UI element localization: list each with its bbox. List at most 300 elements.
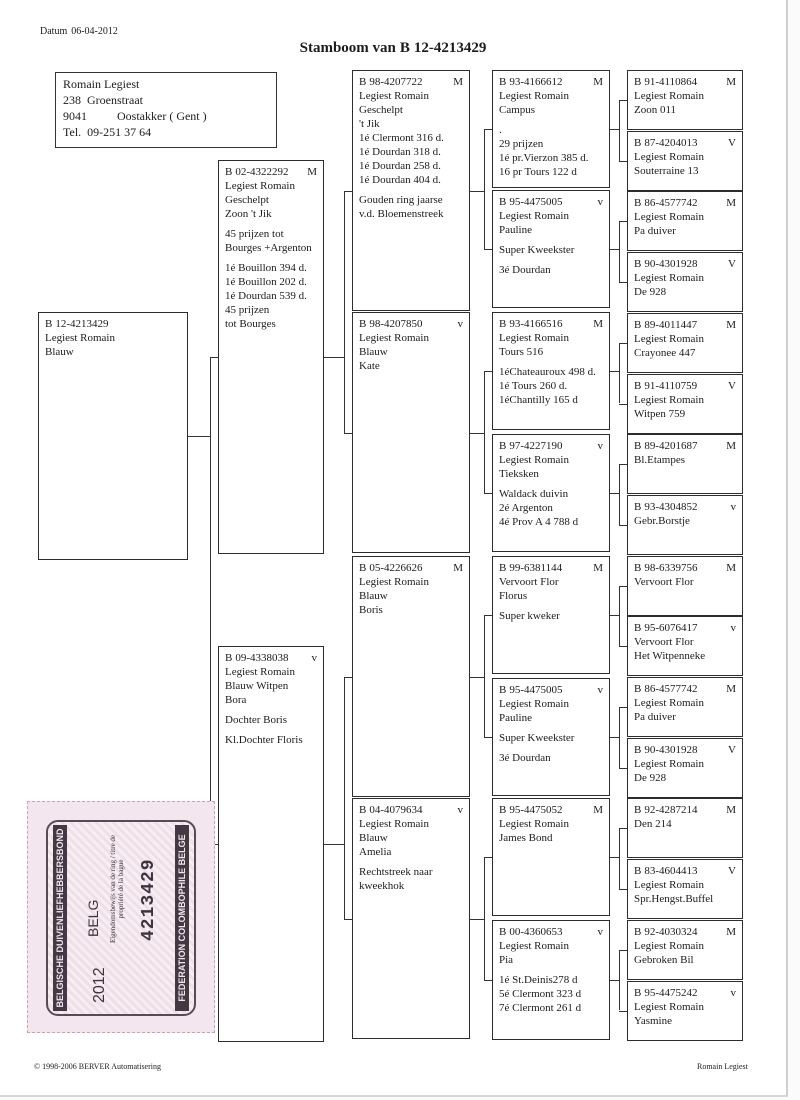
great-grandparent-box bbox=[492, 70, 610, 188]
connector-line bbox=[484, 493, 492, 494]
pigeon-info-line: Yasmine bbox=[634, 1014, 673, 1027]
breeder-name: Vervoort Flor bbox=[499, 576, 559, 588]
pigeon-info-line: Campus bbox=[499, 104, 536, 116]
great-grandparent-box bbox=[492, 312, 610, 430]
pigeon-info-line: 1é Bouillon 394 d. bbox=[225, 262, 307, 274]
ring-country: B bbox=[634, 986, 642, 999]
pigeon-info-line: Pauline bbox=[499, 712, 532, 724]
pigeon-info-line: Souterraine 13 bbox=[634, 164, 699, 177]
pigeon-info-line: De 928 bbox=[634, 771, 667, 784]
sex-marker: v bbox=[730, 986, 736, 999]
sex-marker: M bbox=[593, 318, 603, 330]
pigeon-info-line: 45 prijzen tot bbox=[225, 228, 284, 240]
pigeon-info-line: Gebr.Borstje bbox=[634, 514, 690, 527]
sex-marker: M bbox=[726, 440, 736, 453]
owner-city-line: 9041 Oostakker ( Gent ) bbox=[63, 109, 207, 123]
ring-number: 99-6381144 bbox=[509, 562, 563, 574]
connector-line bbox=[619, 343, 620, 404]
connector-line bbox=[344, 191, 345, 433]
pigeon-info-line: Bourges +Argenton bbox=[225, 242, 312, 254]
pigeon-info-line: 29 prijzen bbox=[499, 138, 544, 150]
ring-country: B bbox=[634, 76, 642, 88]
pigeon-info-line: Zoon 't Jik bbox=[225, 208, 272, 220]
ring-country: B bbox=[634, 258, 642, 271]
pigeon-info-line: Florus bbox=[499, 590, 528, 602]
ring-number: 93-4166516 bbox=[509, 318, 563, 330]
pigeon-info-line: Gouden ring jaarse bbox=[359, 194, 443, 206]
breeder-name: Legiest Romain bbox=[634, 211, 704, 224]
connector-line bbox=[610, 371, 619, 372]
subject-pigeon-box bbox=[38, 312, 188, 560]
pigeon-info-line: Zoon 011 bbox=[634, 104, 677, 116]
ring-country: B bbox=[634, 683, 642, 695]
sex-marker: v bbox=[730, 500, 736, 513]
breeder-name: Legiest Romain bbox=[634, 939, 704, 952]
ring-country: B bbox=[499, 804, 507, 816]
pigeon-info-line: 7é Clermont 261 d bbox=[499, 1002, 582, 1014]
connector-line bbox=[484, 371, 485, 493]
ring-number: 86-4577742 bbox=[644, 683, 698, 695]
breeder-name: Legiest Romain bbox=[499, 698, 569, 710]
footer-copyright: © 1998-2006 BERVER Automatisering bbox=[34, 1062, 161, 1071]
pigeon-info-line: 1é pr.Vierzon 385 d. bbox=[499, 152, 589, 164]
ring-number: 86-4577742 bbox=[644, 197, 698, 210]
ring-country: B bbox=[499, 684, 507, 696]
great-great-grandparent-box bbox=[627, 434, 743, 494]
parent-box bbox=[218, 160, 324, 554]
breeder-name: Vervoort Flor bbox=[634, 636, 694, 649]
pigeon-info-line: Bl.Etampes bbox=[634, 454, 686, 467]
sex-marker: M bbox=[726, 197, 736, 210]
breeder-name: Legiest Romain bbox=[634, 90, 704, 102]
ring-number: 05-4226626 bbox=[369, 562, 423, 574]
connector-line bbox=[619, 100, 620, 161]
pigeon-info-line: Het Witpenneke bbox=[634, 650, 706, 663]
connector-line bbox=[619, 707, 620, 768]
great-grandparent-box bbox=[492, 798, 610, 916]
ring-country: B bbox=[634, 925, 642, 938]
connector-line bbox=[619, 282, 627, 283]
pigeon-info-line: Rechtstreek naar bbox=[359, 866, 433, 878]
parent-box bbox=[218, 646, 324, 1042]
connector-line bbox=[619, 828, 620, 889]
connector-line bbox=[484, 857, 485, 980]
pigeon-info-line: . bbox=[499, 124, 502, 136]
pigeon-info-line: Waldack duivin bbox=[499, 488, 569, 500]
connector-line bbox=[210, 357, 211, 844]
connector-line bbox=[619, 707, 627, 708]
breeder-name: Legiest Romain bbox=[634, 332, 704, 345]
great-great-grandparent-box bbox=[627, 920, 743, 980]
ring-number: 91-4110759 bbox=[644, 379, 698, 392]
stamp-frame bbox=[46, 820, 196, 1016]
great-great-grandparent-box bbox=[627, 616, 743, 676]
pigeon-info-line: 1é Dourdan 258 d. bbox=[359, 160, 441, 172]
pigeon-info-line: 1éChateauroux 498 d. bbox=[499, 366, 596, 378]
connector-line bbox=[470, 191, 484, 192]
pigeon-info-line: Tours 516 bbox=[499, 346, 544, 358]
pigeon-info-line: 4é Prov A 4 788 d bbox=[499, 516, 579, 528]
ring-country: B bbox=[634, 197, 642, 210]
pigeon-info-line: Geschelpt bbox=[359, 104, 403, 116]
connector-line bbox=[324, 844, 344, 845]
ring-number: 04-4079634 bbox=[369, 804, 423, 816]
breeder-name: Vervoort Flor bbox=[634, 575, 694, 588]
stamp-org-fr: FEDERATION COLOMBOPHILE BELGE bbox=[175, 825, 189, 1011]
sex-marker: M bbox=[726, 925, 736, 938]
pigeon-info-line: Tieksken bbox=[499, 468, 539, 480]
grandparent-box bbox=[352, 798, 470, 1039]
connector-line bbox=[484, 615, 492, 616]
connector-line bbox=[610, 249, 619, 250]
sex-marker: V bbox=[728, 865, 736, 878]
connector-line bbox=[610, 857, 619, 858]
pigeon-info-line: Den 214 bbox=[634, 818, 672, 831]
sex-marker: V bbox=[728, 379, 736, 392]
pigeon-info-line: v.d. Bloemenstreek bbox=[359, 208, 444, 220]
connector-line bbox=[484, 129, 492, 130]
sex-marker: M bbox=[453, 562, 463, 574]
connector-line bbox=[344, 191, 352, 192]
ring-number: 09-4338038 bbox=[235, 652, 289, 664]
pigeon-info-line: 2é Argenton bbox=[499, 502, 553, 514]
breeder-name: Legiest Romain bbox=[634, 272, 704, 285]
pigeon-info-line: Blauw bbox=[359, 832, 388, 844]
pigeon-info-line: Crayonee 447 bbox=[634, 346, 696, 359]
grandparent-box bbox=[352, 556, 470, 797]
great-great-grandparent-box bbox=[627, 495, 743, 555]
great-grandparent-box bbox=[492, 190, 610, 308]
pigeon-info-line: Witpen 759 bbox=[634, 407, 686, 420]
pigeon-info-line: 1é Tours 260 d. bbox=[499, 380, 568, 392]
pigeon-info-line: 3é Dourdan bbox=[499, 264, 551, 276]
sex-marker: M bbox=[593, 562, 603, 574]
ring-country: B bbox=[499, 76, 507, 88]
sex-marker: M bbox=[726, 318, 736, 331]
sex-marker: M bbox=[453, 76, 463, 88]
connector-line bbox=[619, 950, 620, 1011]
great-grandparent-box bbox=[492, 920, 610, 1040]
pigeon-info-line: Pa duiver bbox=[634, 711, 676, 723]
connector-line bbox=[619, 889, 627, 890]
sex-marker: v bbox=[597, 684, 603, 696]
ring-number: 91-4110864 bbox=[644, 76, 698, 88]
sex-marker: v bbox=[730, 622, 736, 635]
sex-marker: v bbox=[457, 804, 463, 816]
connector-line bbox=[484, 615, 485, 737]
breeder-name: Legiest Romain bbox=[634, 393, 704, 406]
connector-line bbox=[619, 100, 627, 101]
connector-line bbox=[470, 433, 484, 434]
sex-marker: v bbox=[597, 196, 603, 208]
ring-country: B bbox=[634, 865, 642, 878]
sex-marker: v bbox=[457, 318, 463, 330]
pigeon-info-line: tot Bourges bbox=[225, 318, 276, 330]
breeder-name: Legiest Romain bbox=[499, 818, 569, 830]
pigeon-info-line: Gebroken Bil bbox=[634, 953, 694, 966]
pigeon-info-line: 45 prijzen bbox=[225, 304, 270, 316]
breeder-name: Legiest Romain bbox=[499, 210, 569, 222]
ring-number: 95-4475005 bbox=[509, 684, 563, 696]
ring-number: 92-4030324 bbox=[644, 925, 698, 938]
connector-line bbox=[210, 357, 218, 358]
owner-name: Romain Legiest bbox=[63, 77, 140, 91]
sex-marker: v bbox=[597, 926, 603, 938]
connector-line bbox=[610, 980, 619, 981]
breeder-name: Legiest Romain bbox=[359, 818, 429, 830]
connector-line bbox=[610, 737, 619, 738]
pigeon-info-line: Super Kweekster bbox=[499, 732, 575, 744]
ring-number: 89-4201687 bbox=[644, 440, 698, 453]
connector-line bbox=[619, 950, 627, 951]
stamp-country: BELG bbox=[85, 899, 101, 937]
pigeon-info-line: Super kweker bbox=[499, 610, 560, 622]
date-value: 06-04-2012 bbox=[71, 26, 118, 37]
breeder-name: Legiest Romain bbox=[634, 697, 704, 709]
ring-number: 98-6339756 bbox=[644, 561, 698, 574]
breeder-name: Legiest Romain bbox=[634, 1000, 704, 1013]
sex-marker: M bbox=[307, 166, 317, 178]
breeder-name: Legiest Romain bbox=[225, 666, 295, 678]
ring-country: B bbox=[634, 136, 642, 149]
ring-country: B bbox=[359, 318, 367, 330]
ring-country: B bbox=[499, 440, 507, 452]
ring-number: 83-4604413 bbox=[644, 865, 698, 878]
pigeon-info-line: Geschelpt bbox=[225, 194, 269, 206]
connector-line bbox=[484, 980, 492, 981]
connector-line bbox=[619, 161, 627, 162]
connector-line bbox=[484, 371, 492, 372]
ring-country: B bbox=[225, 652, 233, 664]
pigeon-info-line: De 928 bbox=[634, 286, 667, 299]
sex-marker: V bbox=[728, 258, 736, 271]
pigeon-info-line: 5é Clermont 323 d bbox=[499, 988, 582, 1000]
pigeon-info-line: Blauw bbox=[359, 346, 388, 358]
great-great-grandparent-box bbox=[627, 131, 743, 191]
ring-number: 93-4166612 bbox=[509, 76, 563, 88]
pigeon-info-line: 1éChantilly 165 d bbox=[499, 394, 578, 406]
connector-line bbox=[484, 857, 492, 858]
connector-line bbox=[344, 677, 352, 678]
ring-country: B bbox=[499, 926, 507, 938]
pigeon-info-line: Bora bbox=[225, 694, 247, 706]
ring-country: B bbox=[225, 166, 233, 178]
pigeon-info-line: 1é Clermont 316 d. bbox=[359, 132, 444, 144]
connector-line bbox=[619, 586, 620, 647]
ring-country: B bbox=[634, 379, 642, 392]
grandparent-box bbox=[352, 312, 470, 553]
ring-country: B bbox=[634, 561, 642, 574]
owner-street: 238 Groenstraat bbox=[63, 93, 143, 107]
sex-marker: V bbox=[728, 136, 736, 149]
ring-country: B bbox=[499, 196, 507, 208]
ring-country: B bbox=[359, 76, 367, 88]
stamp-ring-number: 4213429 bbox=[139, 858, 159, 941]
pigeon-info-line: Pia bbox=[499, 954, 514, 966]
connector-line bbox=[619, 221, 620, 282]
breeder-name: Legiest Romain bbox=[359, 90, 429, 102]
connector-line bbox=[344, 433, 352, 434]
ring-number: 98-4207722 bbox=[369, 76, 423, 88]
pigeon-info-line: Boris bbox=[359, 604, 383, 616]
connector-line bbox=[324, 357, 344, 358]
great-great-grandparent-box bbox=[627, 70, 743, 130]
ring-number: 89-4011447 bbox=[644, 318, 698, 331]
great-great-grandparent-box bbox=[627, 677, 743, 737]
stamp-small-text: Eigendomsbewijs van de ring / titre de propriété de la bague bbox=[109, 834, 125, 944]
ring-number: 97-4227190 bbox=[509, 440, 563, 452]
connector-line bbox=[619, 343, 627, 344]
pigeon-info-line: Kate bbox=[359, 360, 380, 372]
ring-country: B bbox=[45, 318, 53, 330]
sex-marker: M bbox=[726, 804, 736, 817]
sex-marker: M bbox=[593, 76, 603, 88]
breeder-name: Legiest Romain bbox=[634, 879, 704, 892]
breeder-name: Legiest Romain bbox=[499, 454, 569, 466]
ring-country: B bbox=[634, 622, 642, 635]
breeder-name: Legiest Romain bbox=[499, 332, 569, 344]
connector-line bbox=[610, 129, 619, 130]
connector-line bbox=[470, 919, 484, 920]
pigeon-info-line: Kl.Dochter Floris bbox=[225, 734, 303, 746]
pigeon-info-line: Blauw Witpen bbox=[225, 680, 289, 692]
ring-number: 95-4475052 bbox=[509, 804, 563, 816]
ring-country: B bbox=[634, 743, 642, 756]
connector-line bbox=[619, 221, 627, 222]
connector-line bbox=[619, 404, 627, 405]
breeder-name: Legiest Romain bbox=[634, 757, 704, 770]
connector-line bbox=[484, 129, 485, 249]
great-great-grandparent-box bbox=[627, 191, 743, 251]
pigeon-info-line: Pa duiver bbox=[634, 225, 676, 238]
connector-line bbox=[619, 586, 627, 587]
pigeon-info-line: kweekhok bbox=[359, 880, 405, 892]
grandparent-box bbox=[352, 70, 470, 311]
sex-marker: v bbox=[311, 652, 317, 664]
pigeon-info-line: Spr.Hengst.Buffel bbox=[634, 893, 714, 906]
pigeon-info-line: Super Kweekster bbox=[499, 244, 575, 256]
pigeon-info-line: 3é Dourdan bbox=[499, 752, 551, 764]
ring-number: 87-4204013 bbox=[644, 136, 698, 149]
ring-country: B bbox=[634, 318, 642, 331]
breeder-name: Legiest Romain bbox=[225, 180, 295, 192]
breeder-name: Legiest Romain bbox=[359, 332, 429, 344]
connector-line bbox=[619, 646, 627, 647]
great-great-grandparent-box bbox=[627, 252, 743, 312]
ring-number: 02-4322292 bbox=[235, 166, 289, 178]
ring-number: 12-4213429 bbox=[55, 318, 109, 330]
breeder-name: Legiest Romain bbox=[45, 332, 115, 344]
connector-line bbox=[619, 1011, 627, 1012]
ring-country: B bbox=[359, 804, 367, 816]
connector-line bbox=[470, 677, 484, 678]
connector-line bbox=[610, 493, 619, 494]
footer-owner: Romain Legiest bbox=[697, 1062, 748, 1071]
great-great-grandparent-box bbox=[627, 313, 743, 373]
connector-line bbox=[619, 828, 627, 829]
pigeon-info-line: 1é Dourdan 318 d. bbox=[359, 146, 441, 158]
owner-tel: Tel. 09-251 37 64 bbox=[63, 125, 152, 139]
ring-country: B bbox=[634, 804, 642, 817]
sex-marker: M bbox=[726, 76, 736, 88]
pigeon-info-line: 1é Dourdan 404 d. bbox=[359, 174, 441, 186]
pigeon-info-line: Amelia bbox=[359, 846, 392, 858]
connector-line bbox=[619, 464, 620, 525]
great-great-grandparent-box bbox=[627, 798, 743, 858]
sex-marker: V bbox=[728, 743, 736, 756]
breeder-name: Legiest Romain bbox=[359, 576, 429, 588]
great-grandparent-box bbox=[492, 678, 610, 796]
pigeon-info-line: Pauline bbox=[499, 224, 532, 236]
breeder-name: Legiest Romain bbox=[634, 150, 704, 163]
pigeon-info-line: 1é Dourdan 539 d. bbox=[225, 290, 307, 302]
ring-country: B bbox=[499, 562, 507, 574]
connector-line bbox=[188, 436, 210, 437]
ring-number: 98-4207850 bbox=[369, 318, 423, 330]
pigeon-info-line: Dochter Boris bbox=[225, 714, 288, 726]
ring-country: B bbox=[499, 318, 507, 330]
date-label: Datum bbox=[40, 26, 68, 37]
ring-number: 90-4301928 bbox=[644, 743, 698, 756]
sex-marker: M bbox=[593, 804, 603, 816]
owner-address-box bbox=[55, 72, 277, 148]
pigeon-info-line: Blauw bbox=[45, 346, 74, 358]
stamp-org-nl: BELGISCHE DUIVENLIEFHEBBERSBOND bbox=[53, 825, 67, 1011]
great-great-grandparent-box bbox=[627, 981, 743, 1041]
date-line bbox=[40, 26, 122, 37]
pigeon-info-line: 1é Bouillon 202 d. bbox=[225, 276, 307, 288]
sex-marker: M bbox=[726, 683, 736, 695]
sex-marker: M bbox=[726, 561, 736, 574]
ring-number: 00-4360653 bbox=[509, 926, 563, 938]
ring-country: B bbox=[359, 562, 367, 574]
ring-number: 95-4475005 bbox=[509, 196, 563, 208]
breeder-name: Legiest Romain bbox=[499, 940, 569, 952]
sex-marker: v bbox=[597, 440, 603, 452]
ring-number: 92-4287214 bbox=[644, 804, 698, 817]
connector-line bbox=[610, 615, 619, 616]
connector-line bbox=[484, 249, 492, 250]
ring-number: 95-4475242 bbox=[644, 986, 698, 999]
ring-country: B bbox=[634, 500, 642, 513]
ring-certificate-stamp bbox=[27, 801, 215, 1033]
connector-line bbox=[619, 464, 627, 465]
connector-line bbox=[619, 768, 627, 769]
great-great-grandparent-box bbox=[627, 374, 743, 434]
connector-line bbox=[344, 919, 352, 920]
pigeon-info-line: James Bond bbox=[499, 832, 553, 844]
great-great-grandparent-box bbox=[627, 859, 743, 919]
connector-line bbox=[484, 737, 492, 738]
great-great-grandparent-box bbox=[627, 556, 743, 616]
pigeon-info-line: 16 pr Tours 122 d bbox=[499, 166, 577, 178]
great-grandparent-box bbox=[492, 434, 610, 552]
page-title: Stamboom van B 12-4213429 bbox=[299, 40, 487, 56]
ring-number: 93-4304852 bbox=[644, 500, 698, 513]
ring-country: B bbox=[634, 440, 642, 453]
pigeon-info-line: Blauw bbox=[359, 590, 388, 602]
breeder-name: Legiest Romain bbox=[499, 90, 569, 102]
great-great-grandparent-box bbox=[627, 738, 743, 798]
pigeon-info-line: 1é St.Deinis278 d bbox=[499, 974, 578, 986]
great-grandparent-box bbox=[492, 556, 610, 674]
ring-number: 95-6076417 bbox=[644, 622, 698, 635]
ring-number: 90-4301928 bbox=[644, 258, 698, 271]
connector-line bbox=[344, 677, 345, 919]
connector-line bbox=[619, 525, 627, 526]
pigeon-info-line: 't Jik bbox=[359, 118, 380, 130]
stamp-year: 2012 bbox=[91, 967, 108, 1003]
